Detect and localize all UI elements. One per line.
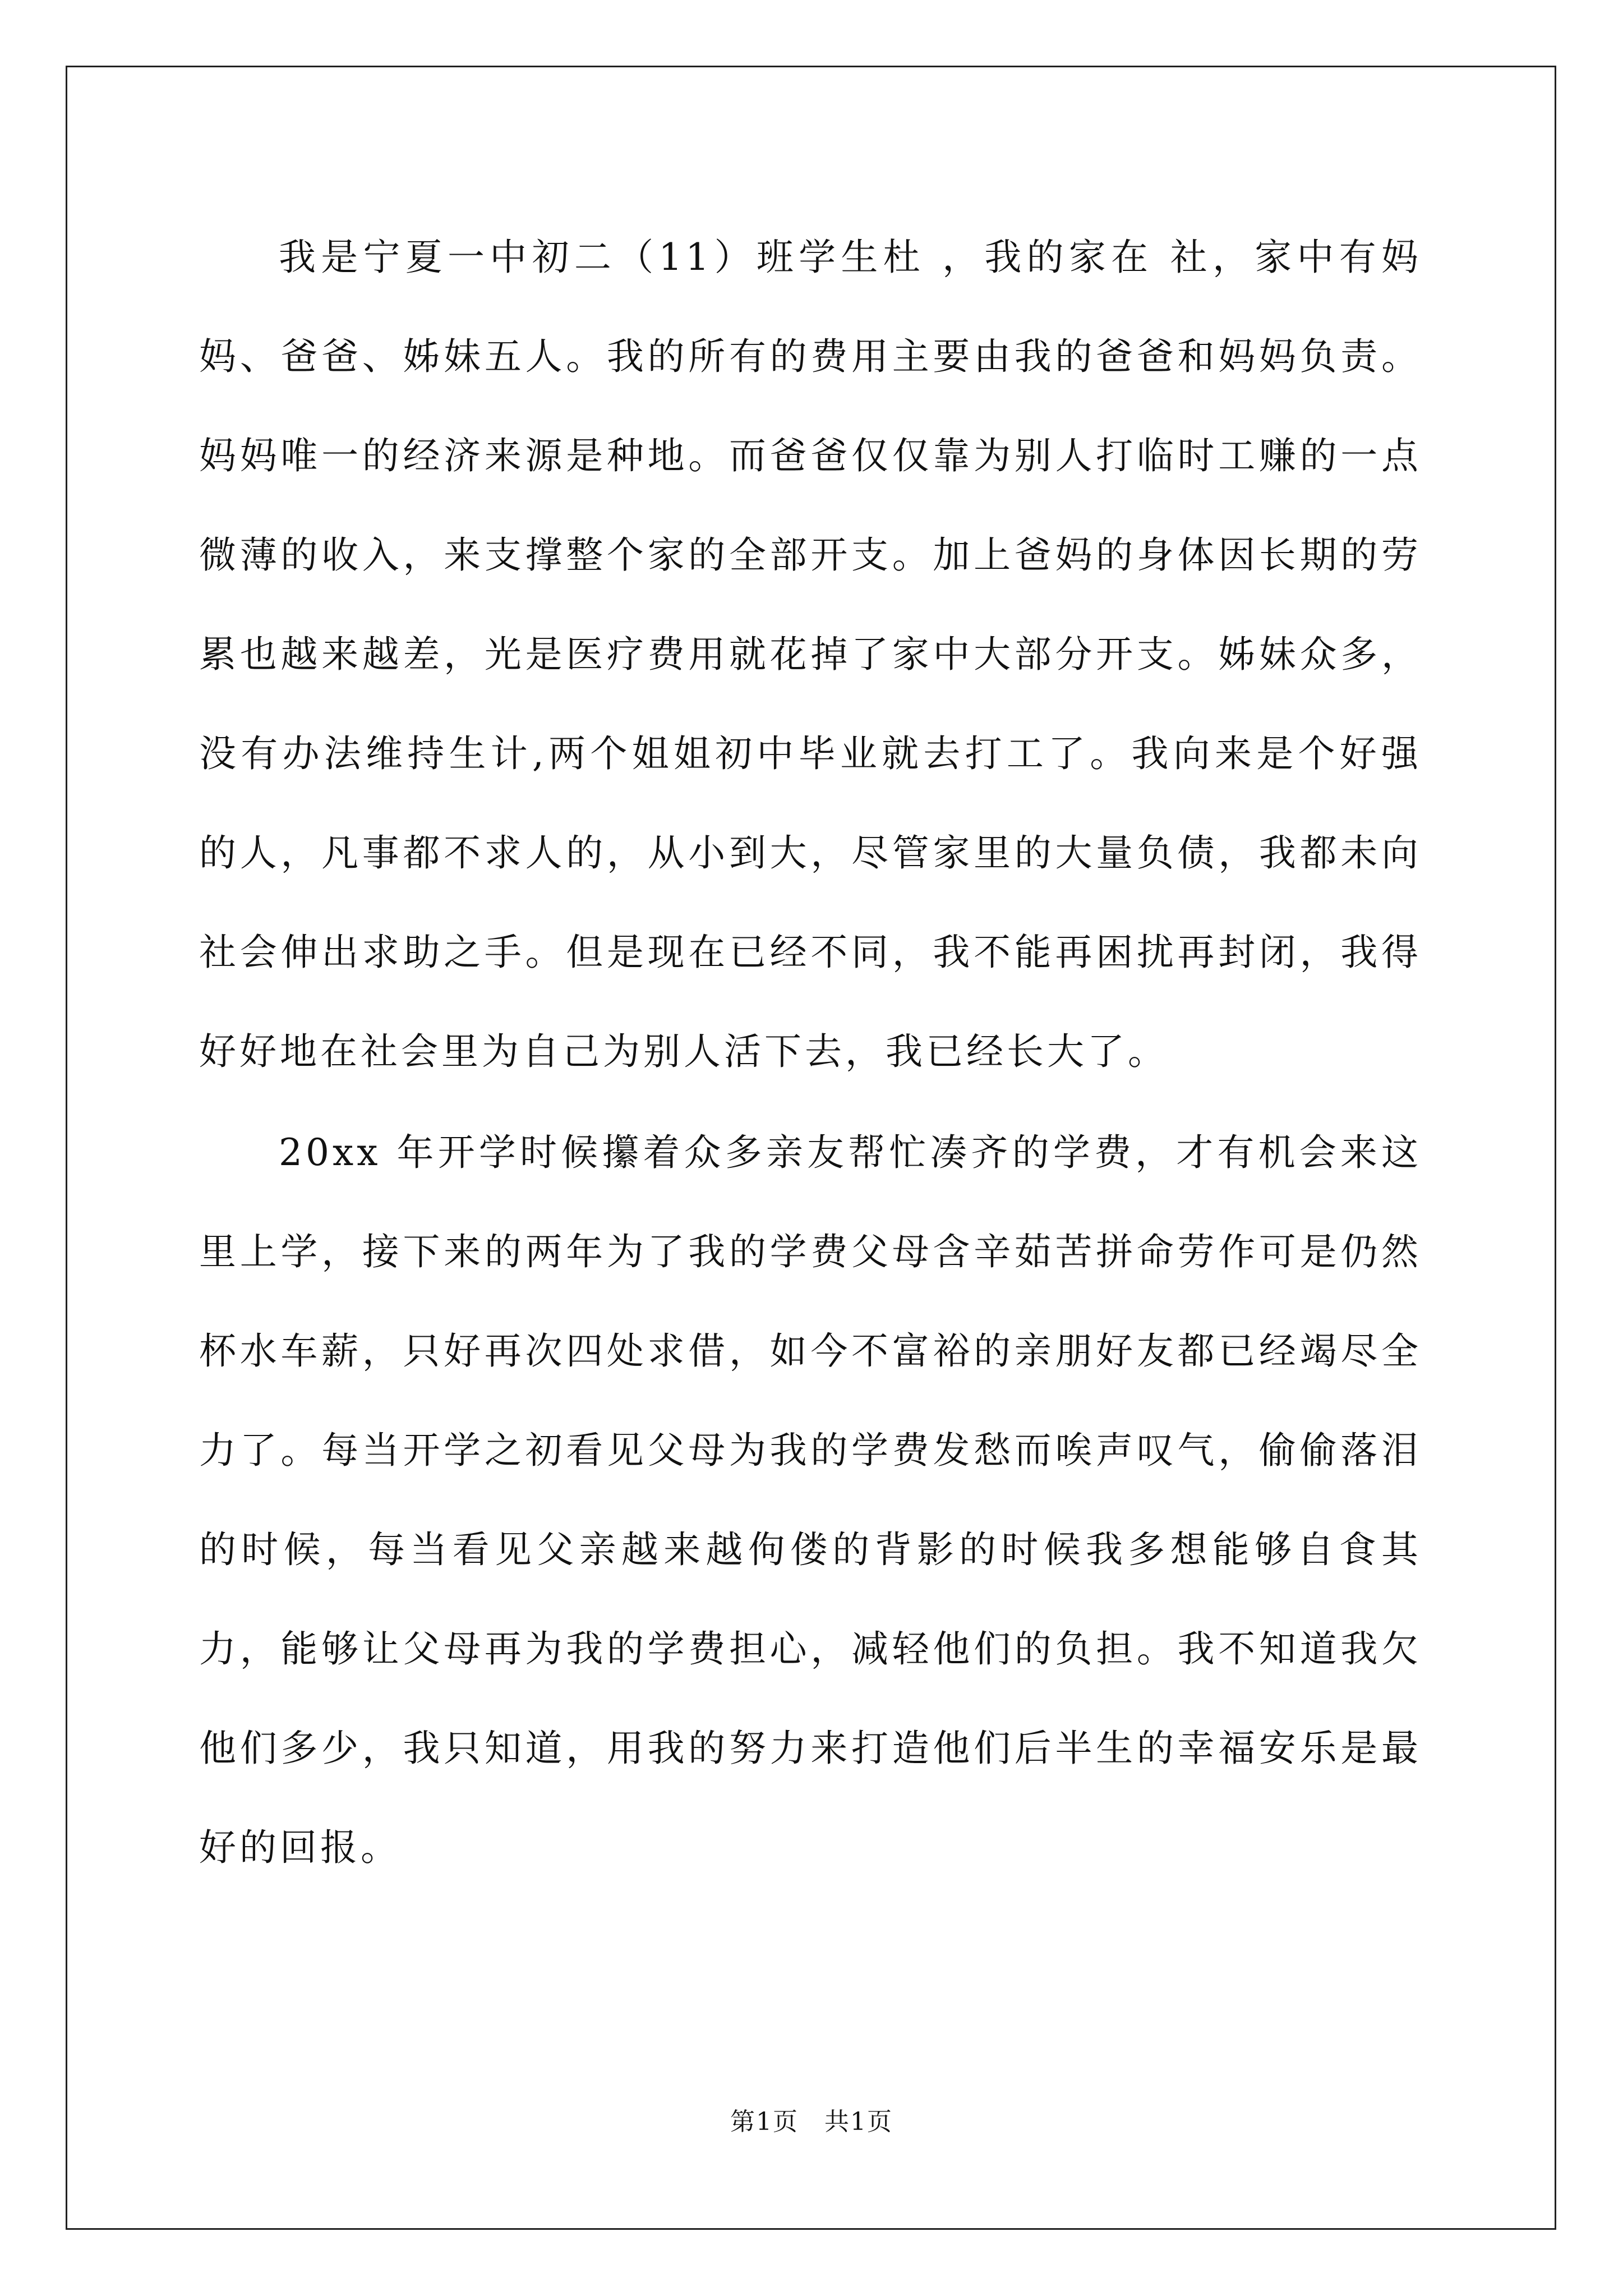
document-body — [199, 208, 1422, 1897]
page-count: 共1页 — [824, 2108, 893, 2136]
paragraph-1: 我是宁夏一中初二（11）班学生杜 ，我的家在 社，家中有妈妈、爸爸、姊妹五人。我的所有的费用主要由我的爸爸和妈妈负责。妈妈唯一的经济来源是种地。而爸爸仅仅靠为别人打临时工赚的一点微薄的收入，来支撑整个家的全部开支。加上爸妈的身体因长期的劳累也越来越差，光是医疗费用就花掉了家中大部分开支。姊妹众多，没有办法维持生计,两个姐姐初中毕业就去打工了。我向来是个好强的人，凡事都不求人的，从小到大，尽管家里的大量负债，我都未向社会伸出求助之手。但是现在已经不同，我不能再困扰再封闭，我得好好地在社会里为自己为别人活下去，我已经长大了。 — [199, 236, 1422, 1073]
paragraph-2: 20xx 年开学时候攥着众多亲友帮忙凑齐的学费，才有机会来这里上学，接下来的两年为了我的学费父母含辛茹苦拼命劳作可是仍然杯水车薪，只好再次四处求借，如今不富裕的亲朋好友都已经竭尽全力了。每当开学之初看见父母为我的学费发愁而唉声叹气，偷偷落泪的时候，每当看见父亲越来越佝偻的背影的时候我多想能够自食其力，能够让父母再为我的学费担心，减轻他们的负担。我不知道我欠他们多少，我只知道，用我的努力来打造他们后半生的幸福安乐是最好的回报。 — [199, 1131, 1422, 1869]
page-number: 第1页 — [730, 2108, 799, 2136]
page-footer — [0, 2105, 1623, 2139]
